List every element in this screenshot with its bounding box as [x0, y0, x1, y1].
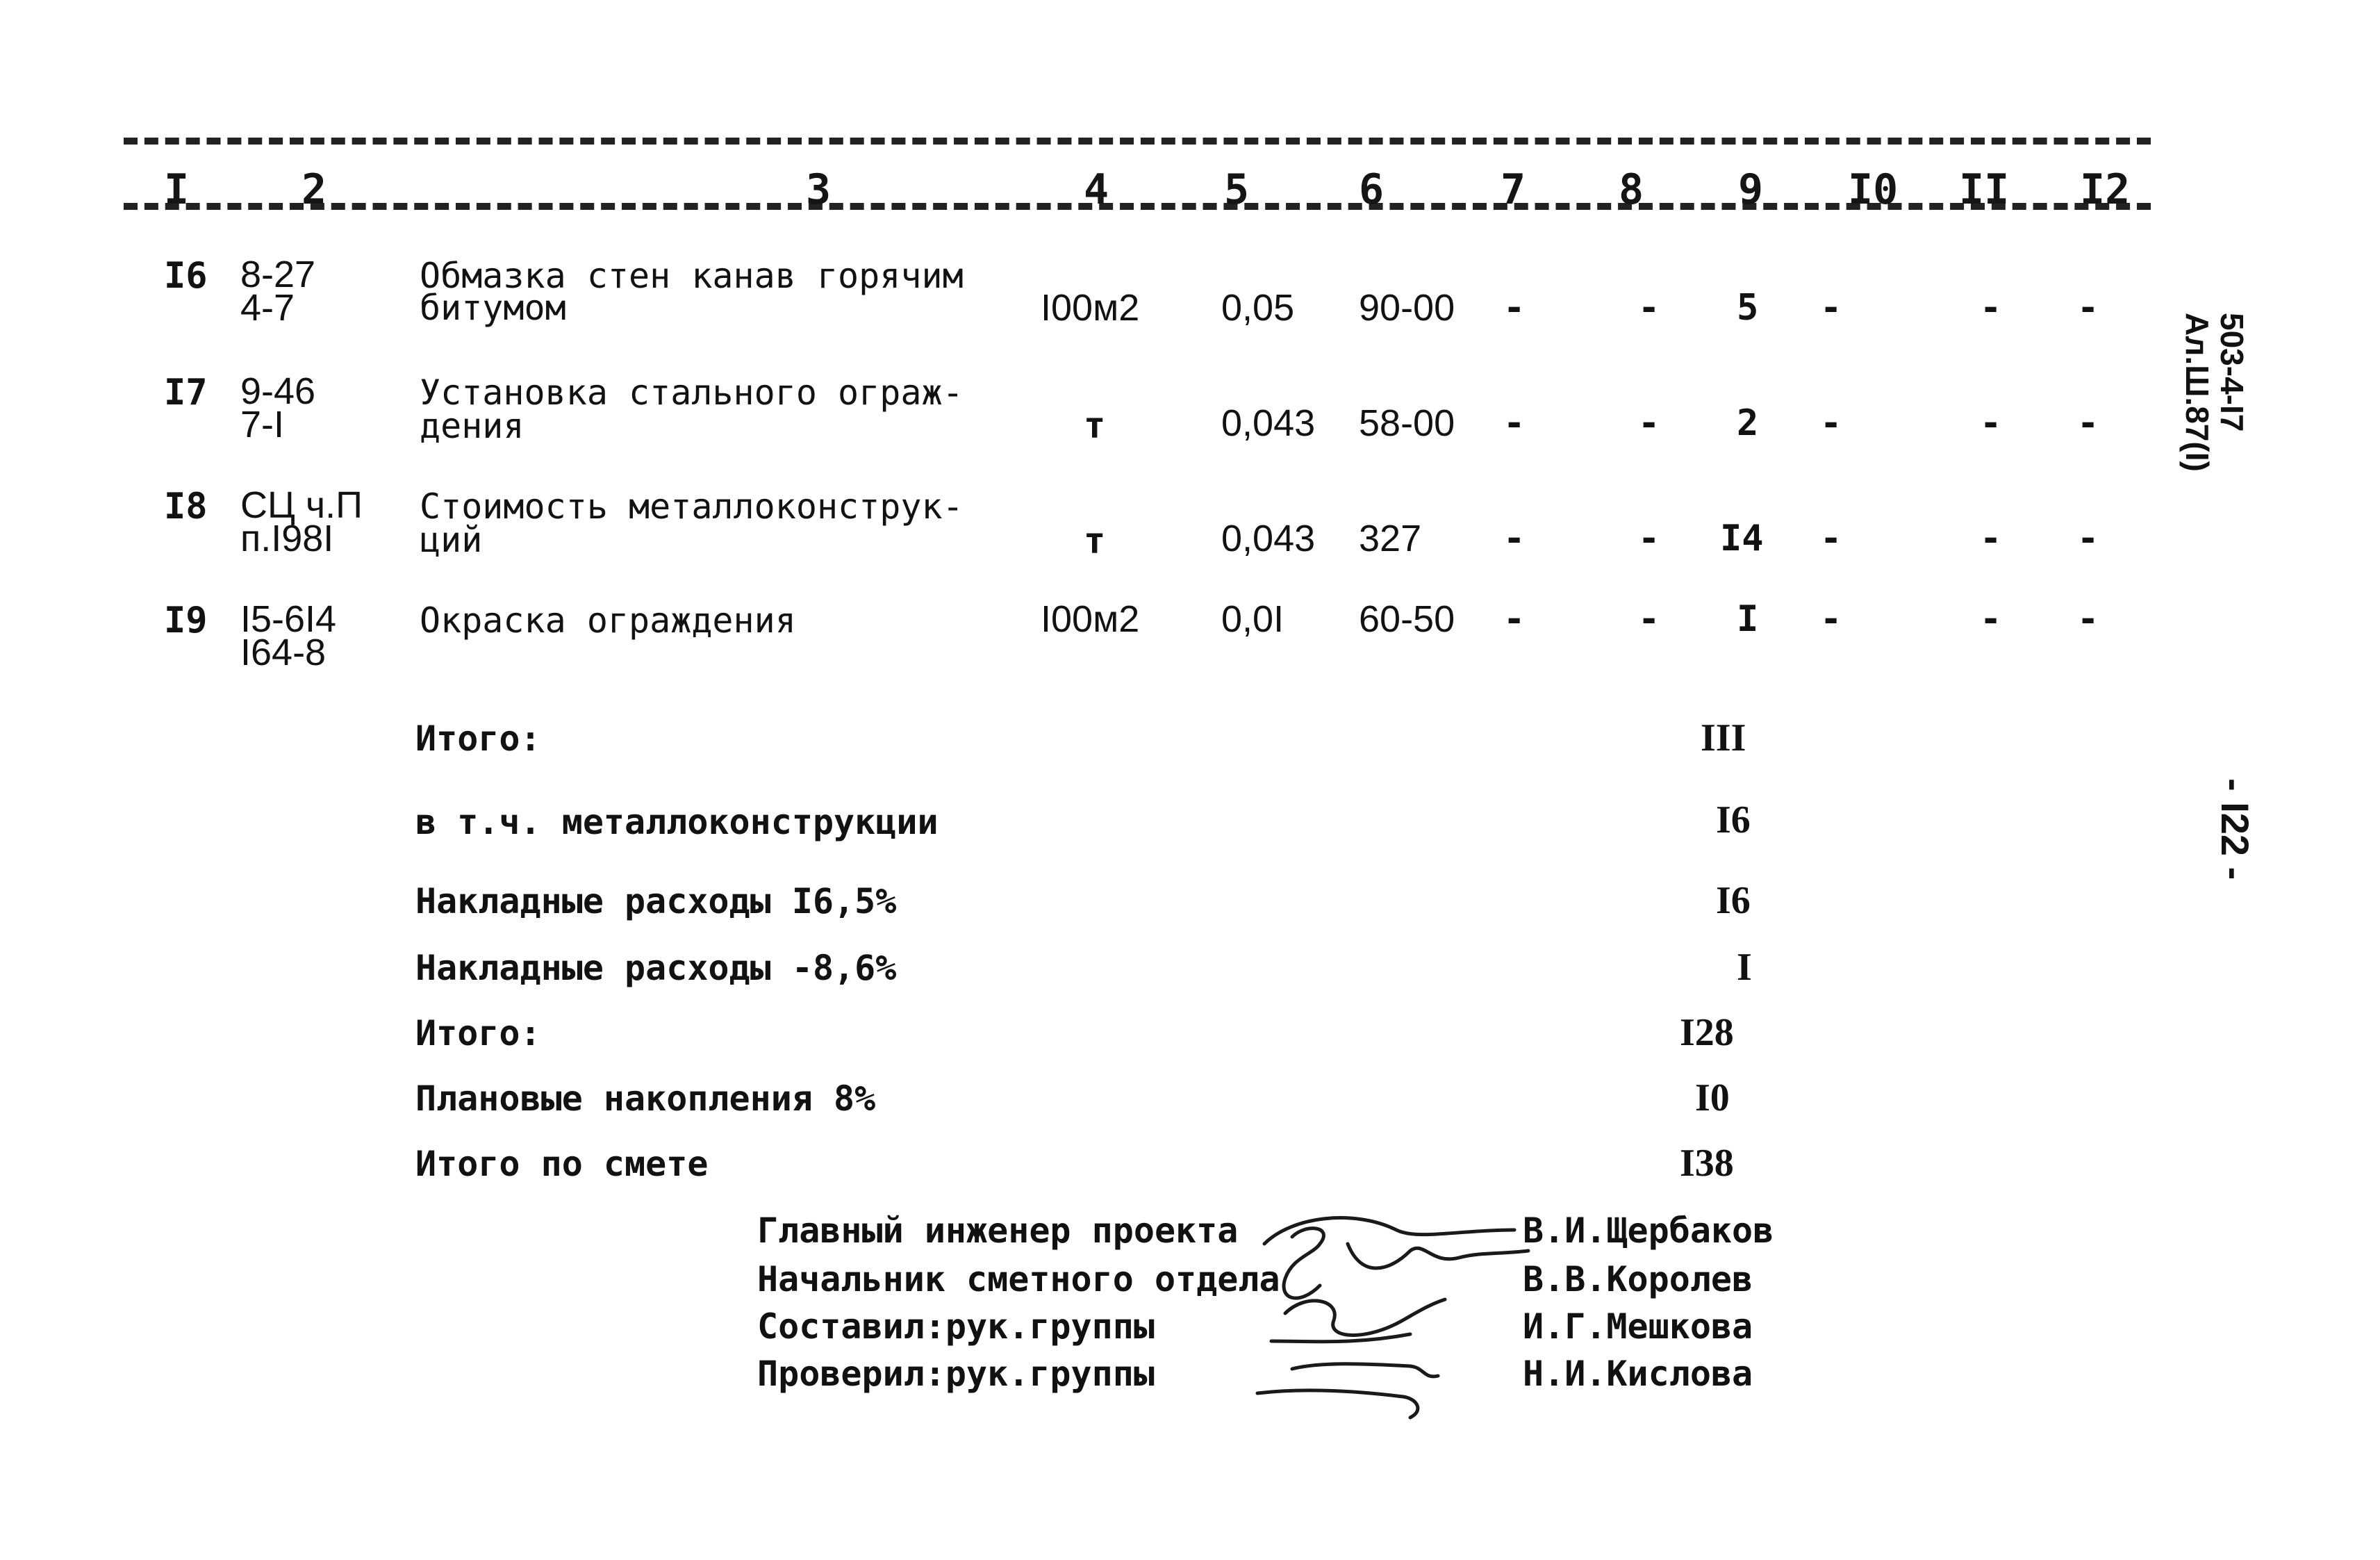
- col9-value: I4: [1720, 518, 1764, 559]
- work-name: битумом: [420, 288, 566, 328]
- summary-label: Итого:: [415, 719, 541, 759]
- summary-value: I28: [1680, 1011, 1734, 1054]
- summary-label: Итого:: [415, 1013, 541, 1053]
- col-header-9: 9: [1738, 165, 1764, 214]
- row-number: I7: [164, 372, 208, 413]
- work-name: Окраска ограждения: [420, 600, 796, 641]
- header-top-rule: [124, 138, 2151, 145]
- norm-code: 7-I: [240, 404, 285, 445]
- summary-label: Плановые накопления 8%: [415, 1078, 876, 1119]
- signature-role: Проверил:рук.группы: [757, 1354, 1155, 1394]
- col8-value: -: [1638, 598, 1660, 640]
- work-name: дения: [420, 406, 524, 446]
- col9-value: I: [1737, 598, 1759, 640]
- signature-name: В.И.Щербаков: [1523, 1210, 1774, 1251]
- document-code: 503-4-I7: [2214, 313, 2250, 432]
- col11-value: -: [1980, 402, 2002, 444]
- col8-value: -: [1638, 287, 1660, 329]
- col10-value: -: [1820, 598, 1842, 640]
- unit: I00м2: [1041, 598, 1140, 640]
- quantity: 0,0I: [1221, 598, 1284, 640]
- col7-value: -: [1503, 518, 1526, 559]
- col12-value: -: [2077, 518, 2099, 559]
- summary-label: в т.ч. металлоконструкции: [415, 802, 939, 842]
- unit-price: 90-00: [1359, 287, 1455, 329]
- col-header-8: 8: [1619, 165, 1644, 214]
- col-header-11: II: [1959, 165, 2010, 214]
- signature-name: В.В.Королев: [1523, 1259, 1753, 1299]
- col7-value: -: [1503, 287, 1526, 329]
- col12-value: -: [2077, 402, 2099, 444]
- col-header-10: I0: [1848, 165, 1899, 214]
- unit: т: [1084, 405, 1106, 447]
- summary-value: I0: [1695, 1076, 1730, 1119]
- col-header-3: 3: [806, 165, 832, 214]
- norm-code: п.I98I: [240, 518, 334, 559]
- col11-value: -: [1980, 287, 2002, 329]
- col7-value: -: [1503, 598, 1526, 640]
- summary-label: Накладные расходы -8,6%: [415, 948, 897, 988]
- handwritten-signatures: [1250, 1202, 1542, 1424]
- col-header-6: 6: [1359, 165, 1385, 214]
- work-name: Стоимость металлоконструк-: [420, 486, 964, 527]
- col7-value: -: [1503, 402, 1526, 444]
- col11-value: -: [1980, 518, 2002, 559]
- summary-label: Накладные расходы I6,5%: [415, 881, 897, 921]
- work-name: Обмазка стен канав горячим: [420, 256, 964, 296]
- col10-value: -: [1820, 518, 1842, 559]
- norm-code: СЦ ч.П: [240, 484, 363, 526]
- col8-value: -: [1638, 402, 1660, 444]
- col12-value: -: [2077, 598, 2099, 640]
- col10-value: -: [1820, 402, 1842, 444]
- unit-price: 327: [1359, 518, 1422, 559]
- signature-name: Н.И.Кислова: [1523, 1354, 1753, 1394]
- row-number: I6: [164, 255, 208, 297]
- quantity: 0,043: [1221, 518, 1316, 559]
- unit-price: 58-00: [1359, 402, 1455, 444]
- document-sheet: Ал.Ш.87(I): [2179, 313, 2215, 472]
- summary-value: I6: [1716, 798, 1751, 841]
- col-header-12: I2: [2080, 165, 2131, 214]
- summary-value: III: [1701, 716, 1746, 760]
- quantity: 0,05: [1221, 287, 1295, 329]
- summary-value: I: [1737, 946, 1752, 989]
- signature-role: Составил:рук.группы: [757, 1306, 1155, 1347]
- col-header-5: 5: [1224, 165, 1250, 214]
- norm-code: 9-46: [240, 370, 316, 412]
- col12-value: -: [2077, 287, 2099, 329]
- col9-value: 2: [1737, 402, 1759, 444]
- quantity: 0,043: [1221, 402, 1316, 444]
- work-name: ций: [420, 520, 483, 560]
- col10-value: -: [1820, 287, 1842, 329]
- signature-role: Главный инженер проекта: [757, 1210, 1239, 1251]
- header-bottom-rule: [124, 203, 2151, 210]
- unit: I00м2: [1041, 287, 1140, 329]
- norm-code: 4-7: [240, 287, 295, 329]
- row-number: I8: [164, 486, 208, 527]
- col9-value: 5: [1737, 287, 1759, 329]
- col-header-7: 7: [1501, 165, 1526, 214]
- summary-value: I38: [1680, 1142, 1734, 1185]
- col8-value: -: [1638, 518, 1660, 559]
- signature-name: И.Г.Мешкова: [1523, 1306, 1753, 1347]
- norm-code: I64-8: [240, 632, 327, 673]
- work-name: Установка стального ограж-: [420, 372, 964, 413]
- page-number: - I22 -: [2213, 778, 2257, 880]
- col-header-2: 2: [301, 165, 327, 214]
- summary-label: Итого по смете: [415, 1144, 709, 1184]
- norm-code: I5-6I4: [240, 598, 337, 640]
- summary-value: I6: [1716, 879, 1751, 922]
- col-header-1: I: [164, 165, 190, 214]
- unit: т: [1084, 520, 1106, 562]
- unit-price: 60-50: [1359, 598, 1455, 640]
- row-number: I9: [164, 600, 208, 641]
- signature-role: Начальник сметного отдела: [757, 1259, 1280, 1299]
- norm-code: 8-27: [240, 254, 316, 295]
- col11-value: -: [1980, 598, 2002, 640]
- col-header-4: 4: [1084, 165, 1109, 214]
